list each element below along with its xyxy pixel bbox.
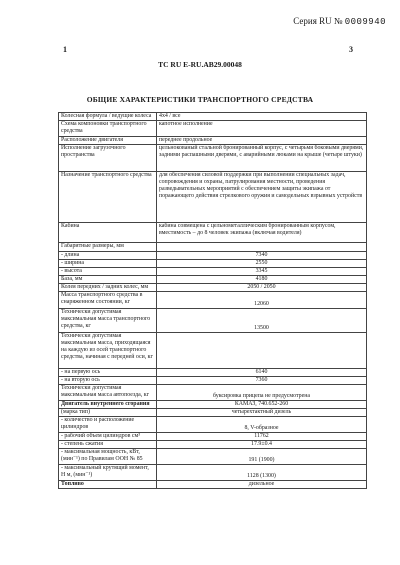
table-row (59, 481, 367, 489)
table-row (59, 243, 367, 252)
table-row (59, 441, 367, 449)
row-value (157, 243, 367, 252)
row-value: кабина совмещена с цельнометаллическим бронированным корпусом, вместимость – до 8 человек экипажа (включая водителя) (157, 223, 367, 243)
table-row (59, 223, 367, 243)
row-label: Габаритные размеры, мм (59, 243, 157, 252)
certificate-number: TC RU E-RU.AB29.00048 (158, 60, 242, 69)
row-value: КАМАЗ, 740.652-260 (157, 401, 367, 409)
table-row (59, 401, 367, 409)
table-row (59, 409, 367, 417)
row-label: Технически допустимая максимальная масса автопоезда, кг (59, 385, 157, 401)
row-label: Назначение транспортного средства (59, 172, 157, 223)
row-value: 191 (1900) (157, 449, 367, 465)
table-row (59, 449, 367, 465)
row-label: Топливо (59, 481, 157, 489)
row-value: для обеспечения силовой поддержки при выполнении специальных задач, сопровождения и охраны, патрулирования местности, проведения разведывательных мероприятий с обеспечением защиты экипажа от поражающего действия стрелкового оружия и самодельных взрывных устройств (157, 172, 367, 223)
table-row (59, 121, 367, 137)
table-row (59, 417, 367, 433)
row-label: - длина (59, 252, 157, 260)
table-row (59, 137, 367, 145)
table-row (59, 309, 367, 333)
table-row (59, 268, 367, 276)
row-label: - ширина (59, 260, 157, 268)
row-value: 3345 (157, 268, 367, 276)
row-label: База, мм (59, 276, 157, 284)
row-value: 7360 (157, 377, 367, 385)
row-value (157, 333, 367, 369)
row-value: 17.9±0.4 (157, 441, 367, 449)
row-label: - количество и расположение цилиндров (59, 417, 157, 433)
row-label: (марка тип) (59, 409, 157, 417)
row-value: 7340 (157, 252, 367, 260)
row-value: переднее продольное (157, 137, 367, 145)
serial-value: 0009940 (344, 17, 386, 27)
row-label: Технически допустимая максимальная масса транспортного средства, кг (59, 309, 157, 333)
row-value: цельнокованый стальной бронированный корпус, с четырьмя боковыми дверями, задними распашными дверями, с аварийными люками на крыше (четыре штуки) (157, 145, 367, 172)
row-value: 13500 (157, 309, 367, 333)
table-row (59, 369, 367, 377)
table-row (59, 172, 367, 223)
row-value: капотное исполнение (157, 121, 367, 137)
row-value: 2050 / 2050 (157, 284, 367, 292)
row-label: Двигатель внутреннего сгорания (59, 401, 157, 409)
table-row (59, 145, 367, 172)
table-row (59, 292, 367, 309)
serial-number (293, 16, 386, 27)
row-value: 4x4 / все (157, 113, 367, 121)
row-value: буксировка прицепа не предусмотрена (157, 385, 367, 401)
table-row (59, 377, 367, 385)
row-label: - максимальный крутящий момент, Н м, (мин⁻¹) (59, 465, 157, 481)
row-label: - на первую ось (59, 369, 157, 377)
serial-label: Серия RU № (293, 16, 343, 26)
row-value: 12060 (157, 292, 367, 309)
row-label: Расположение двигателя (59, 137, 157, 145)
row-value: 1128 (1300) (157, 465, 367, 481)
table-row (59, 284, 367, 292)
row-value: 8, V-образное (157, 417, 367, 433)
table-row (59, 465, 367, 481)
row-label: - высота (59, 268, 157, 276)
row-value: 2550 (157, 260, 367, 268)
table-row (59, 260, 367, 268)
row-value: четырехтактный дизель (157, 409, 367, 417)
row-label: - степень сжатия (59, 441, 157, 449)
row-value: 4180 (157, 276, 367, 284)
page-number-left: 1 (63, 45, 67, 54)
table-row (59, 276, 367, 284)
row-label: Кабина (59, 223, 157, 243)
row-label: Технически допустимая максимальная масса, приходящаяся на каждую из осей транспортного средства, начиная с передней оси, кг (59, 333, 157, 369)
table-row (59, 333, 367, 369)
page-number-right: 3 (349, 45, 353, 54)
row-label: - рабочий объем цилиндров см³ (59, 433, 157, 441)
table-row (59, 252, 367, 260)
row-label: Колесная формула / ведущие колеса (59, 113, 157, 121)
row-value: 11762 (157, 433, 367, 441)
row-label: - на вторую ось (59, 377, 157, 385)
row-label: Схема компоновки транспортного средства (59, 121, 157, 137)
row-label: Колея передних / задних колес, мм (59, 284, 157, 292)
page-title: ОБЩИЕ ХАРАКТЕРИСТИКИ ТРАНСПОРТНОГО СРЕДСТВА (86, 95, 314, 104)
spec-table (58, 112, 367, 489)
row-value: дизельное (157, 481, 367, 489)
row-label: - максимальная мощность, кВт, (мин⁻¹) по Правилам ООН № 85 (59, 449, 157, 465)
table-row (59, 113, 367, 121)
table-row (59, 385, 367, 401)
table-row (59, 433, 367, 441)
row-value: 6140 (157, 369, 367, 377)
row-label: Масса транспортного средства в снаряженном состоянии, кг (59, 292, 157, 309)
row-label: Исполнение загрузочного пространства (59, 145, 157, 172)
